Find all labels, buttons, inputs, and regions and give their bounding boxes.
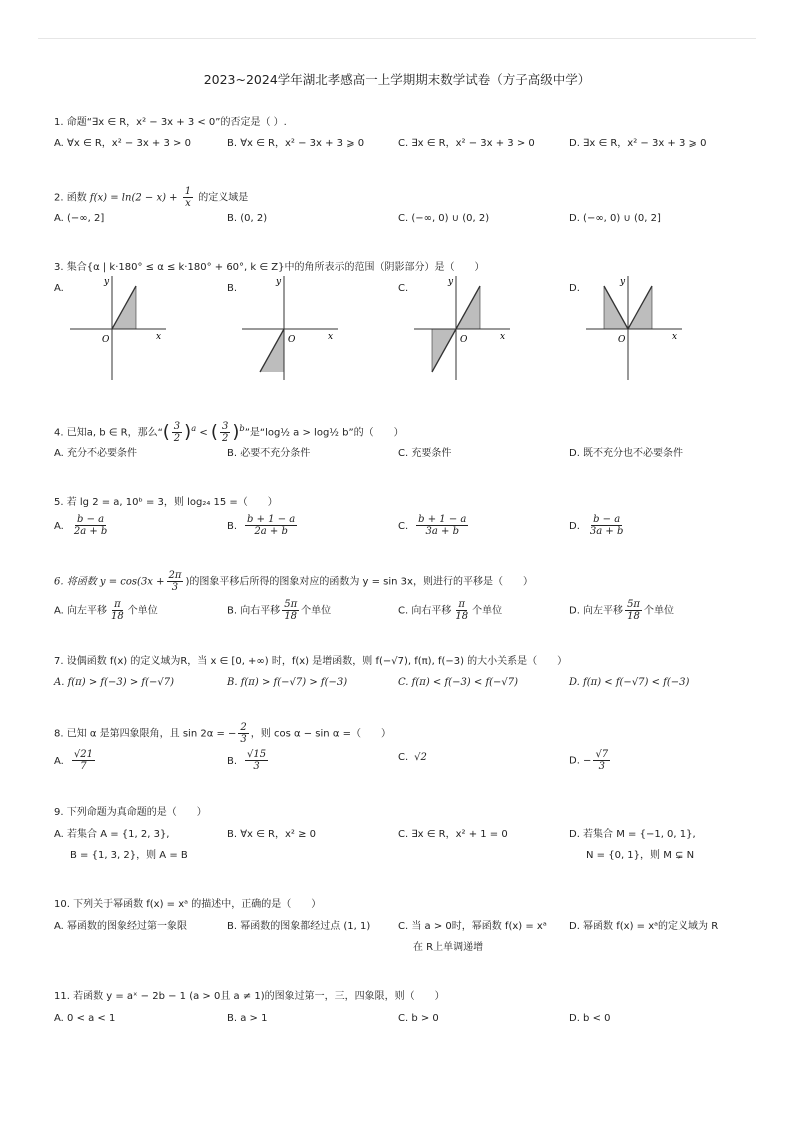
question-2-stem xyxy=(54,186,248,209)
q5-c-fraction xyxy=(416,514,468,537)
q8-b-num: √15 xyxy=(247,749,267,760)
q6-fraction xyxy=(167,570,184,593)
q7-option-b[interactable]: B. f(π) > f(−√7) > f(−3) xyxy=(227,677,348,688)
q5-c-num: b + 1 − a xyxy=(418,514,467,525)
q7-option-c[interactable]: C. f(π) < f(−3) < f(−√7) xyxy=(398,677,519,688)
q7-option-d[interactable]: D. f(π) < f(−√7) < f(−3) xyxy=(569,677,690,688)
q10-option-a[interactable]: A. 幂函数的图象经过第一象限 xyxy=(54,921,188,932)
q6-a-num: π xyxy=(114,599,121,610)
graph-c-origin-label: O xyxy=(460,335,468,345)
q6-b-tail: 个单位 xyxy=(301,605,332,617)
q6-stem-pre: 6. 将函数 y = cos(3x + xyxy=(54,576,165,588)
q6-d-label: D. 向左平移 xyxy=(569,605,624,617)
q11-option-d[interactable]: D. b < 0 xyxy=(569,1013,611,1024)
q5-option-d[interactable] xyxy=(569,514,627,537)
q6-option-d[interactable] xyxy=(569,599,674,622)
q8-b-label: B. xyxy=(227,755,238,767)
q8-c-label: C. xyxy=(398,752,409,763)
q4-fraction-1 xyxy=(172,421,182,444)
q11-option-a[interactable]: A. 0 < a < 1 xyxy=(54,1013,116,1024)
q6-option-b[interactable] xyxy=(227,599,331,622)
q5-option-c[interactable] xyxy=(398,514,470,537)
q5-b-num: b + 1 − a xyxy=(247,514,296,525)
graph-b-x-label: x xyxy=(328,332,334,342)
q4-fraction-2 xyxy=(220,421,230,444)
q5-d-den: 3a + b xyxy=(589,526,624,537)
q3-option-c[interactable]: C. xyxy=(398,283,409,294)
q11-option-b[interactable]: B. a > 1 xyxy=(227,1013,268,1024)
q8-d-num: √7 xyxy=(595,749,609,760)
q3-option-a[interactable]: A. xyxy=(54,283,64,294)
q6-frac-den: 3 xyxy=(171,582,179,593)
q4-exponent-b: b xyxy=(239,423,245,433)
question-11-stem: 11. 若函数 y = aˣ − 2b − 1 (a > 0且 a ≠ 1)的图象过第一，三，四象限，则（ ） xyxy=(54,991,445,1002)
graph-a-origin-label: O xyxy=(102,335,110,345)
q4-stem-pre: 4. 已知a, b ∈ R，那么“ xyxy=(54,427,163,439)
q6-stem-post: )的图象平移后所得的图象对应的函数为 y = sin 3x，则进行的平移是（ ） xyxy=(185,576,533,588)
q2-stem-post: 的定义域是 xyxy=(198,192,249,204)
q5-d-num: b − a xyxy=(593,514,621,525)
q6-option-c[interactable] xyxy=(398,599,502,622)
q5-option-b[interactable] xyxy=(227,514,299,537)
q6-b-num: 5π xyxy=(284,599,298,610)
q5-a-fraction xyxy=(72,514,109,537)
q9-option-a-line2: B = {1, 3, 2}，则 A = B xyxy=(70,850,188,861)
q8-fraction xyxy=(238,722,248,745)
question-8-stem xyxy=(54,722,391,747)
q5-a-num: b − a xyxy=(77,514,105,525)
q10-option-b[interactable]: B. 幂函数的图象都经过点 (1, 1) xyxy=(227,921,371,932)
q3-graph-c xyxy=(410,272,520,384)
q9-option-d[interactable]: D. 若集合 M = {−1, 0, 1}, xyxy=(569,829,696,840)
q10-option-d[interactable]: D. 幂函数 f(x) = xᵃ的定义域为 R xyxy=(569,921,719,932)
q1-option-c[interactable]: C. ∃x ∈ R，x² − 3x + 3 > 0 xyxy=(398,138,535,149)
q6-d-tail: 个单位 xyxy=(644,605,674,617)
page-title: 2023~2024学年湖北孝感高一上学期期末数学试卷（方子高级中学） xyxy=(203,72,591,87)
question-5-stem: 5. 若 lg 2 = a, 10ᵇ = 3，则 log₂₄ 15 =（ ） xyxy=(54,497,278,508)
q6-a-tail: 个单位 xyxy=(127,605,158,617)
q6-d-num: 5π xyxy=(627,599,640,610)
q4-option-c[interactable]: C. 充要条件 xyxy=(398,448,452,459)
q6-frac-num: 2π xyxy=(168,570,182,581)
q6-b-label: B. 向右平移 xyxy=(227,605,281,617)
q3-graph-d xyxy=(582,272,692,384)
graph-c-x-label: x xyxy=(500,332,506,342)
q2-stem-math: f(x) = ln(2 − x) + xyxy=(89,192,178,204)
q4-option-a[interactable]: A. 充分不必要条件 xyxy=(54,448,138,459)
q8-frac-den: 3 xyxy=(240,734,247,745)
q6-option-a[interactable] xyxy=(54,599,158,622)
q8-d-fraction xyxy=(593,749,610,772)
q8-option-a[interactable] xyxy=(54,749,97,772)
q6-c-num: π xyxy=(458,599,465,610)
q3-option-d[interactable]: D. xyxy=(569,283,580,294)
q5-c-label: C. xyxy=(398,520,409,532)
q3-graph-b xyxy=(238,272,348,384)
graph-d-x-label: x xyxy=(672,332,678,342)
header-rule xyxy=(38,38,756,39)
q5-c-den: 3a + b xyxy=(425,526,459,537)
q2-option-a[interactable]: A. (−∞, 2] xyxy=(54,213,105,224)
q2-option-c[interactable]: C. (−∞, 0) ∪ (0, 2) xyxy=(398,213,490,224)
q5-d-label: D. xyxy=(569,520,580,532)
q10-option-c[interactable]: C. 当 a > 0时，幂函数 f(x) = xᵃ xyxy=(398,921,547,932)
question-3-stem: 3. 集合{α | k·180° ≤ α ≤ k·180° + 60°, k ∈ Z}中的角所表示的范围（阴影部分）是（ ） xyxy=(54,262,485,273)
q4-frac1-num: 3 xyxy=(173,420,181,432)
q2-fraction xyxy=(183,186,193,209)
q8-stem-post: ，则 cos α − sin α =（ ） xyxy=(250,728,391,740)
q5-b-den: 2a + b xyxy=(254,526,288,537)
q1-option-d[interactable]: D. ∃x ∈ R，x² − 3x + 3 ⩾ 0 xyxy=(569,138,707,149)
graph-d-origin-label: O xyxy=(618,335,626,345)
q6-c-den: 18 xyxy=(455,611,469,622)
q2-option-b[interactable]: B. (0, 2) xyxy=(227,213,268,224)
q2-option-d[interactable]: D. (−∞, 0) ∪ (0, 2] xyxy=(569,213,661,224)
q2-frac-den: x xyxy=(185,198,191,209)
q1-option-a[interactable]: A. ∀x ∈ R，x² − 3x + 3 > 0 xyxy=(54,138,191,149)
graph-c-y-label: y xyxy=(448,277,454,287)
q8-option-b[interactable] xyxy=(227,749,270,772)
q6-c-fraction xyxy=(453,599,470,622)
q6-b-den: 18 xyxy=(284,611,298,622)
q6-b-fraction xyxy=(282,599,299,622)
q10-option-c-line2: 在 R上单调递增 xyxy=(413,942,484,953)
q6-a-fraction xyxy=(109,599,126,622)
graph-a-y-label: y xyxy=(104,277,110,287)
question-1-stem: 1. 命题“∃x ∈ R，x² − 3x + 3 < 0”的否定是（ ）. xyxy=(54,117,287,128)
q8-d-label: D. − xyxy=(569,755,592,767)
q8-a-num: √21 xyxy=(73,749,93,760)
q8-b-fraction xyxy=(245,749,268,772)
q9-option-b[interactable]: B. ∀x ∈ R，x² ≥ 0 xyxy=(227,829,317,840)
q6-c-label: C. 向右平移 xyxy=(398,605,452,617)
q3-option-b[interactable]: B. xyxy=(227,283,238,294)
q6-a-den: 18 xyxy=(111,611,124,622)
question-6-stem xyxy=(54,570,533,595)
q8-a-fraction xyxy=(72,749,95,772)
graph-b-y-label: y xyxy=(276,277,282,287)
q4-frac1-den: 2 xyxy=(173,432,181,444)
q2-stem-pre: 2. 函数 xyxy=(54,192,87,204)
q11-option-c[interactable]: C. b > 0 xyxy=(398,1013,439,1024)
graph-a-x-label: x xyxy=(156,332,162,342)
q4-frac2-den: 2 xyxy=(221,432,229,444)
q7-option-a[interactable]: A. f(π) > f(−3) > f(−√7) xyxy=(54,677,174,688)
graph-d-y-label: y xyxy=(620,277,626,287)
q9-option-a[interactable]: A. 若集合 A = {1, 2, 3}, xyxy=(54,829,170,840)
q4-stem-post: ”是“log½ a > log½ b”的（ ） xyxy=(244,427,404,439)
q5-option-a[interactable] xyxy=(54,514,111,537)
q6-d-den: 18 xyxy=(627,611,640,622)
q8-frac-num: 2 xyxy=(240,722,247,733)
q6-d-fraction xyxy=(625,599,642,622)
q5-a-den: 2a + b xyxy=(73,526,108,537)
q8-a-label: A. xyxy=(54,755,64,767)
question-7-stem: 7. 设偶函数 f(x) 的定义域为R，当 x ∈ [0, +∞) 时，f(x) 是增函数，则 f(−√7), f(π), f(−3) 的大小关系是（ ） xyxy=(54,656,568,667)
q8-a-den: 7 xyxy=(80,761,87,772)
q4-frac2-num: 3 xyxy=(221,420,229,432)
q9-option-d-line2: N = {0, 1}，则 M ⊊ N xyxy=(586,850,695,861)
q4-less-than: < xyxy=(199,427,208,439)
q5-b-label: B. xyxy=(227,520,238,532)
q9-option-c[interactable]: C. ∃x ∈ R，x² + 1 = 0 xyxy=(398,829,508,840)
question-10-stem: 10. 下列关于幂函数 f(x) = xᵃ 的描述中，正确的是（ ） xyxy=(54,899,322,910)
q4-option-b[interactable]: B. 必要不充分条件 xyxy=(227,448,311,459)
question-9-stem: 9. 下列命题为真命题的是（ ） xyxy=(54,807,207,818)
q5-d-fraction xyxy=(588,514,625,537)
question-4-stem: 4. 已知a, b ∈ R，那么“( $\frac{3}{2}$ )$^a$ < ( $\frac{3}{2}$ )$^b$”是“log½ a > log½ b”的（ ） xyxy=(54,420,404,444)
q8-option-c[interactable] xyxy=(398,751,427,765)
q5-a-label: A. xyxy=(54,520,64,532)
q8-stem-pre: 8. 已知 α 是第四象限角，且 sin 2α = − xyxy=(54,728,237,740)
q8-c-value: √2 xyxy=(414,752,427,763)
q6-a-label: A. 向左平移 xyxy=(54,605,108,617)
q1-option-b[interactable]: B. ∀x ∈ R，x² − 3x + 3 ⩾ 0 xyxy=(227,138,365,149)
q3-graph-a xyxy=(66,272,176,384)
q4-option-d[interactable]: D. 既不充分也不必要条件 xyxy=(569,448,684,459)
q2-frac-num: 1 xyxy=(184,186,192,197)
q5-b-fraction xyxy=(245,514,297,537)
q6-c-tail: 个单位 xyxy=(472,605,503,617)
graph-b-origin-label: O xyxy=(288,335,296,345)
q8-b-den: 3 xyxy=(253,761,260,772)
q4-exponent-a: a xyxy=(191,423,197,433)
q8-d-den: 3 xyxy=(598,761,605,772)
q8-option-d[interactable] xyxy=(569,749,612,772)
